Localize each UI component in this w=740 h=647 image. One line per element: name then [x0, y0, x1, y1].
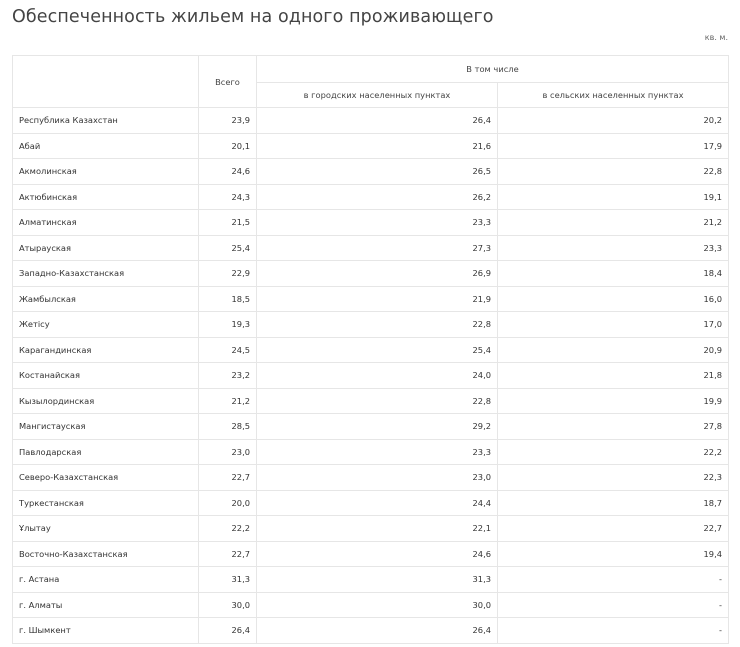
urban-cell: 23,0 [257, 465, 498, 491]
region-cell: г. Астана [13, 567, 199, 593]
rural-cell: 21,8 [498, 363, 729, 389]
urban-cell: 23,3 [257, 210, 498, 236]
total-cell: 20,1 [199, 133, 257, 159]
table-row [13, 261, 729, 287]
total-cell: 28,5 [199, 414, 257, 440]
rural-cell: 19,1 [498, 184, 729, 210]
table-row [13, 337, 729, 363]
unit-label: кв. м. [704, 33, 728, 42]
urban-cell: 26,4 [257, 618, 498, 644]
urban-cell: 24,0 [257, 363, 498, 389]
urban-cell: 21,9 [257, 286, 498, 312]
total-cell: 22,7 [199, 465, 257, 491]
rural-cell: 22,8 [498, 159, 729, 185]
rural-cell: 21,2 [498, 210, 729, 236]
urban-cell: 30,0 [257, 592, 498, 618]
urban-cell: 26,5 [257, 159, 498, 185]
header-rural: в сельских населенных пунктах [498, 83, 729, 108]
table-row [13, 618, 729, 644]
table-row [13, 567, 729, 593]
rural-cell: 22,3 [498, 465, 729, 491]
total-cell: 21,5 [199, 210, 257, 236]
rural-cell: 20,9 [498, 337, 729, 363]
rural-cell: 18,7 [498, 490, 729, 516]
total-cell: 23,2 [199, 363, 257, 389]
total-cell: 23,9 [199, 108, 257, 134]
region-cell: г. Шымкент [13, 618, 199, 644]
urban-cell: 27,3 [257, 235, 498, 261]
rural-cell: - [498, 592, 729, 618]
rural-cell: 19,4 [498, 541, 729, 567]
table-body [13, 108, 729, 644]
region-cell: Карагандинская [13, 337, 199, 363]
total-cell: 24,6 [199, 159, 257, 185]
total-cell: 22,7 [199, 541, 257, 567]
table-row [13, 235, 729, 261]
region-cell: Кызылординская [13, 388, 199, 414]
table-row [13, 363, 729, 389]
region-cell: Павлодарская [13, 439, 199, 465]
rural-cell: 23,3 [498, 235, 729, 261]
region-cell: Западно-Казахстанская [13, 261, 199, 287]
urban-cell: 22,8 [257, 312, 498, 338]
rural-cell: 22,2 [498, 439, 729, 465]
header-urban: в городских населенных пунктах [257, 83, 498, 108]
region-cell: Жетісу [13, 312, 199, 338]
header-row [13, 56, 729, 83]
rural-cell: - [498, 618, 729, 644]
header-total: Всего [199, 56, 257, 108]
page-title: Обеспеченность жильем на одного проживающего [12, 7, 494, 27]
urban-cell: 23,3 [257, 439, 498, 465]
rural-cell: - [498, 567, 729, 593]
total-cell: 18,5 [199, 286, 257, 312]
housing-table [12, 55, 729, 644]
total-cell: 24,3 [199, 184, 257, 210]
urban-cell: 26,9 [257, 261, 498, 287]
urban-cell: 24,6 [257, 541, 498, 567]
rural-cell: 16,0 [498, 286, 729, 312]
table-row [13, 414, 729, 440]
rural-cell: 22,7 [498, 516, 729, 542]
urban-cell: 22,1 [257, 516, 498, 542]
table-row [13, 465, 729, 491]
rural-cell: 18,4 [498, 261, 729, 287]
region-cell: Костанайская [13, 363, 199, 389]
table-row [13, 133, 729, 159]
total-cell: 19,3 [199, 312, 257, 338]
total-cell: 24,5 [199, 337, 257, 363]
region-cell: Атырауская [13, 235, 199, 261]
total-cell: 21,2 [199, 388, 257, 414]
total-cell: 25,4 [199, 235, 257, 261]
table-row [13, 312, 729, 338]
table-row [13, 592, 729, 618]
region-cell: Актюбинская [13, 184, 199, 210]
region-cell: Ұлытау [13, 516, 199, 542]
table-row [13, 108, 729, 134]
region-cell: Абай [13, 133, 199, 159]
urban-cell: 24,4 [257, 490, 498, 516]
urban-cell: 29,2 [257, 414, 498, 440]
total-cell: 30,0 [199, 592, 257, 618]
urban-cell: 31,3 [257, 567, 498, 593]
total-cell: 26,4 [199, 618, 257, 644]
region-cell: Мангистауская [13, 414, 199, 440]
total-cell: 22,9 [199, 261, 257, 287]
region-cell: Алматинская [13, 210, 199, 236]
urban-cell: 25,4 [257, 337, 498, 363]
rural-cell: 19,9 [498, 388, 729, 414]
header-including: В том числе [257, 56, 729, 83]
region-cell: Северо-Казахстанская [13, 465, 199, 491]
table-row [13, 286, 729, 312]
rural-cell: 17,0 [498, 312, 729, 338]
urban-cell: 22,8 [257, 388, 498, 414]
region-cell: Республика Казахстан [13, 108, 199, 134]
total-cell: 23,0 [199, 439, 257, 465]
header-region [13, 56, 199, 108]
table-row [13, 388, 729, 414]
table-row [13, 516, 729, 542]
region-cell: Туркестанская [13, 490, 199, 516]
rural-cell: 27,8 [498, 414, 729, 440]
rural-cell: 20,2 [498, 108, 729, 134]
table-row [13, 439, 729, 465]
region-cell: Акмолинская [13, 159, 199, 185]
urban-cell: 26,4 [257, 108, 498, 134]
total-cell: 22,2 [199, 516, 257, 542]
total-cell: 20,0 [199, 490, 257, 516]
urban-cell: 26,2 [257, 184, 498, 210]
table-row [13, 159, 729, 185]
table-row [13, 184, 729, 210]
urban-cell: 21,6 [257, 133, 498, 159]
region-cell: г. Алматы [13, 592, 199, 618]
table-row [13, 541, 729, 567]
table-row [13, 210, 729, 236]
total-cell: 31,3 [199, 567, 257, 593]
region-cell: Жамбылская [13, 286, 199, 312]
region-cell: Восточно-Казахстанская [13, 541, 199, 567]
table-row [13, 490, 729, 516]
rural-cell: 17,9 [498, 133, 729, 159]
